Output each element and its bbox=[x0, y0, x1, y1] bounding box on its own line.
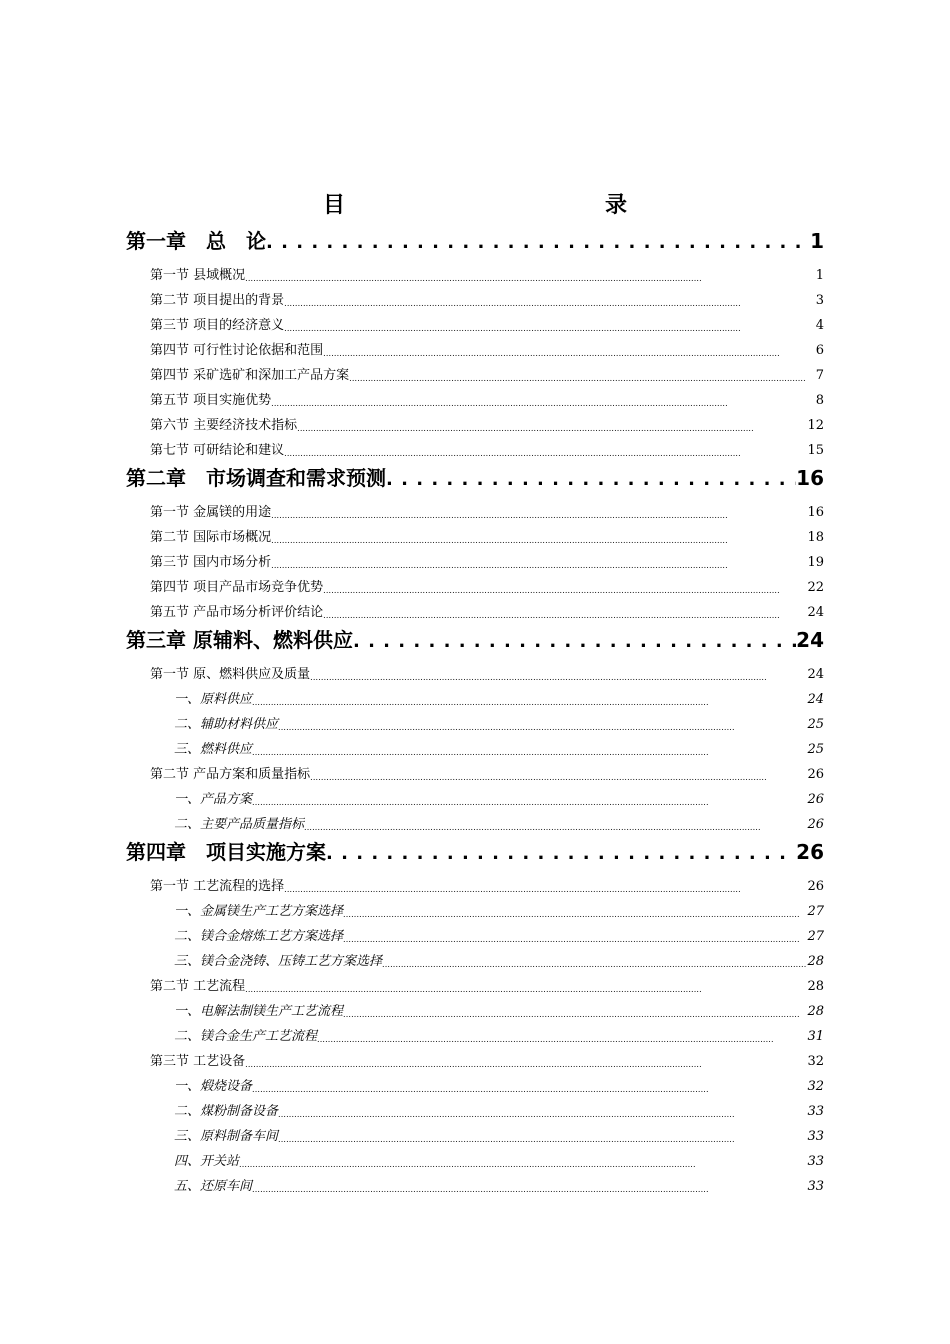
dot-leader bbox=[323, 345, 816, 363]
toc-entry-label: 第六节 主要经济技术指标 bbox=[150, 418, 298, 433]
toc-entry-section[interactable] bbox=[126, 1049, 824, 1074]
dot-leader bbox=[353, 629, 796, 655]
toc-entry-page-number: 4 bbox=[815, 318, 824, 333]
toc-entry-label: 第五节 产品市场分析评价结论 bbox=[150, 605, 324, 620]
dot-leader bbox=[271, 395, 816, 413]
dot-leader bbox=[252, 1081, 807, 1099]
dot-leader bbox=[252, 744, 807, 762]
toc-entry-section[interactable] bbox=[126, 500, 824, 525]
dot-leader bbox=[271, 532, 807, 550]
dot-leader bbox=[343, 1006, 807, 1024]
toc-entry-label: 第四节 可行性讨论依据和范围 bbox=[150, 343, 324, 358]
dot-leader bbox=[278, 719, 807, 737]
dot-leader bbox=[304, 819, 807, 837]
dot-leader bbox=[284, 320, 816, 338]
toc-entry-page-number: 33 bbox=[807, 1104, 824, 1119]
dot-leader bbox=[317, 1031, 807, 1049]
toc-entry-page-number: 26 bbox=[807, 817, 824, 832]
toc-entry-label: 一、产品方案 bbox=[174, 792, 253, 807]
toc-entry-section[interactable] bbox=[126, 263, 824, 288]
dot-leader bbox=[239, 1156, 807, 1174]
toc-entry-page-number: 8 bbox=[815, 393, 824, 408]
toc-entry-page-number: 24 bbox=[807, 667, 824, 682]
toc-entry-section[interactable] bbox=[126, 413, 824, 438]
toc-entry-section[interactable] bbox=[126, 313, 824, 338]
toc-entry-page-number: 24 bbox=[796, 628, 824, 652]
dot-leader bbox=[284, 295, 816, 313]
toc-entry-page-number: 28 bbox=[807, 1004, 824, 1019]
toc-entry-page-number: 24 bbox=[807, 605, 824, 620]
dot-leader bbox=[278, 1106, 807, 1124]
dot-leader bbox=[252, 1181, 807, 1199]
toc-entry-section[interactable] bbox=[126, 525, 824, 550]
toc-entry-page-number: 26 bbox=[807, 767, 824, 782]
toc-entry-sub[interactable] bbox=[126, 999, 824, 1024]
dot-leader bbox=[323, 582, 807, 600]
toc-entry-page-number: 33 bbox=[807, 1154, 824, 1169]
toc-entry-page-number: 27 bbox=[807, 929, 824, 944]
toc-entry-page-number: 12 bbox=[807, 418, 824, 433]
toc-entry-sub[interactable] bbox=[126, 1174, 824, 1199]
toc-entry-label: 第二节 国际市场概况 bbox=[150, 530, 272, 545]
toc-entry-label: 第四章 项目实施方案 bbox=[126, 840, 326, 864]
toc-entry-label: 二、镁合金生产工艺流程 bbox=[174, 1029, 318, 1044]
toc-entry-label: 第一节 金属镁的用途 bbox=[150, 505, 272, 520]
toc-entry-sub[interactable] bbox=[126, 1124, 824, 1149]
toc-entry-section[interactable] bbox=[126, 575, 824, 600]
toc-entry-label: 第二章 市场调查和需求预测 bbox=[126, 466, 386, 490]
table-of-contents bbox=[126, 226, 824, 1199]
toc-entry-section[interactable] bbox=[126, 288, 824, 313]
toc-entry-label: 一、煅烧设备 bbox=[174, 1079, 253, 1094]
toc-entry-label: 第一节 工艺流程的选择 bbox=[150, 879, 285, 894]
toc-entry-sub[interactable] bbox=[126, 687, 824, 712]
dot-leader bbox=[252, 694, 807, 712]
toc-entry-label: 第一节 县域概况 bbox=[150, 268, 246, 283]
toc-entry-label: 第三章 原辅料、燃料供应 bbox=[126, 628, 353, 652]
toc-entry-section[interactable] bbox=[126, 874, 824, 899]
toc-entry-label: 第一节 原、燃料供应及质量 bbox=[150, 667, 311, 682]
toc-entry-page-number: 32 bbox=[807, 1054, 824, 1069]
toc-entry-page-number: 33 bbox=[807, 1129, 824, 1144]
dot-leader bbox=[349, 370, 816, 388]
toc-entry-page-number: 15 bbox=[807, 443, 824, 458]
toc-entry-label: 第三节 工艺设备 bbox=[150, 1054, 246, 1069]
toc-entry-page-number: 7 bbox=[815, 368, 824, 383]
toc-entry-sub[interactable] bbox=[126, 712, 824, 737]
toc-entry-sub[interactable] bbox=[126, 1024, 824, 1049]
toc-entry-page-number: 1 bbox=[815, 268, 824, 283]
dot-leader bbox=[310, 769, 807, 787]
toc-entry-page-number: 26 bbox=[807, 879, 824, 894]
toc-entry-page-number: 22 bbox=[807, 580, 824, 595]
toc-entry-sub[interactable] bbox=[126, 1074, 824, 1099]
toc-entry-page-number: 28 bbox=[807, 954, 824, 969]
toc-entry-page-number: 26 bbox=[807, 792, 824, 807]
toc-entry-section[interactable] bbox=[126, 438, 824, 463]
dot-leader bbox=[271, 507, 807, 525]
toc-entry-label: 二、煤粉制备设备 bbox=[174, 1104, 279, 1119]
toc-entry-section[interactable] bbox=[126, 974, 824, 999]
toc-entry-page-number: 28 bbox=[807, 979, 824, 994]
toc-entry-label: 四、开关站 bbox=[174, 1154, 240, 1169]
dot-leader bbox=[252, 794, 807, 812]
toc-entry-label: 第三节 国内市场分析 bbox=[150, 555, 272, 570]
toc-entry-label: 二、主要产品质量指标 bbox=[174, 817, 305, 832]
toc-entry-label: 三、燃料供应 bbox=[174, 742, 253, 757]
toc-entry-page-number: 6 bbox=[815, 343, 824, 358]
toc-entry-page-number: 3 bbox=[815, 293, 824, 308]
toc-entry-label: 第五节 项目实施优势 bbox=[150, 393, 272, 408]
toc-entry-section[interactable] bbox=[126, 662, 824, 687]
toc-entry-section[interactable] bbox=[126, 550, 824, 575]
toc-entry-label: 第七节 可研结论和建议 bbox=[150, 443, 285, 458]
toc-entry-page-number: 25 bbox=[807, 717, 824, 732]
toc-entry-chapter[interactable] bbox=[126, 625, 824, 655]
toc-entry-sub[interactable] bbox=[126, 899, 824, 924]
toc-entry-sub[interactable] bbox=[126, 1149, 824, 1174]
toc-entry-page-number: 33 bbox=[807, 1179, 824, 1194]
toc-entry-sub[interactable] bbox=[126, 924, 824, 949]
toc-entry-label: 一、电解法制镁生产工艺流程 bbox=[174, 1004, 344, 1019]
toc-entry-section[interactable] bbox=[126, 388, 824, 413]
dot-leader bbox=[245, 1056, 807, 1074]
toc-entry-page-number: 26 bbox=[796, 840, 824, 864]
toc-entry-label: 第四节 项目产品市场竞争优势 bbox=[150, 580, 324, 595]
toc-entry-section[interactable] bbox=[126, 363, 824, 388]
dot-leader bbox=[386, 467, 796, 493]
toc-entry-label: 第二节 工艺流程 bbox=[150, 979, 246, 994]
toc-entry-section[interactable] bbox=[126, 762, 824, 787]
toc-entry-sub[interactable] bbox=[126, 737, 824, 762]
toc-entry-page-number: 27 bbox=[807, 904, 824, 919]
toc-entry-chapter[interactable] bbox=[126, 837, 824, 867]
dot-leader bbox=[278, 1131, 807, 1149]
toc-entry-label: 一、金属镁生产工艺方案选择 bbox=[174, 904, 344, 919]
toc-entry-page-number: 25 bbox=[807, 742, 824, 757]
toc-entry-page-number: 1 bbox=[810, 229, 824, 253]
dot-leader bbox=[245, 270, 816, 288]
toc-entry-page-number: 16 bbox=[807, 505, 824, 520]
dot-leader bbox=[284, 881, 807, 899]
toc-entry-page-number: 24 bbox=[807, 692, 824, 707]
toc-entry-label: 第四节 采矿选矿和深加工产品方案 bbox=[150, 368, 350, 383]
toc-entry-label: 二、辅助材料供应 bbox=[174, 717, 279, 732]
dot-leader bbox=[266, 230, 810, 256]
toc-entry-label: 一、原料供应 bbox=[174, 692, 253, 707]
toc-entry-label: 三、镁合金浇铸、压铸工艺方案选择 bbox=[174, 954, 383, 969]
toc-entry-sub[interactable] bbox=[126, 812, 824, 837]
toc-entry-sub[interactable] bbox=[126, 1099, 824, 1124]
toc-entry-page-number: 32 bbox=[807, 1079, 824, 1094]
toc-entry-page-number: 19 bbox=[807, 555, 824, 570]
toc-entry-sub[interactable] bbox=[126, 949, 824, 974]
dot-leader bbox=[323, 607, 807, 625]
toc-entry-label: 第一章 总 论 bbox=[126, 229, 266, 253]
toc-title: 目 录 bbox=[322, 193, 699, 218]
dot-leader bbox=[310, 669, 807, 687]
dot-leader bbox=[271, 557, 807, 575]
toc-entry-label: 二、镁合金熔炼工艺方案选择 bbox=[174, 929, 344, 944]
toc-entry-label: 三、原料制备车间 bbox=[174, 1129, 279, 1144]
toc-entry-label: 第二节 项目提出的背景 bbox=[150, 293, 285, 308]
toc-entry-page-number: 16 bbox=[796, 466, 824, 490]
toc-entry-section[interactable] bbox=[126, 600, 824, 625]
toc-entry-section[interactable] bbox=[126, 338, 824, 363]
dot-leader bbox=[382, 956, 807, 974]
dot-leader bbox=[343, 906, 807, 924]
dot-leader bbox=[297, 420, 807, 438]
dot-leader bbox=[245, 981, 807, 999]
toc-entry-label: 第三节 项目的经济意义 bbox=[150, 318, 285, 333]
toc-entry-label: 第二节 产品方案和质量指标 bbox=[150, 767, 311, 782]
dot-leader bbox=[326, 841, 796, 867]
toc-entry-page-number: 18 bbox=[807, 530, 824, 545]
toc-entry-chapter[interactable] bbox=[126, 226, 824, 256]
toc-entry-chapter[interactable] bbox=[126, 463, 824, 493]
toc-entry-sub[interactable] bbox=[126, 787, 824, 812]
dot-leader bbox=[284, 445, 807, 463]
toc-entry-label: 五、还原车间 bbox=[174, 1179, 253, 1194]
dot-leader bbox=[343, 931, 807, 949]
toc-entry-page-number: 31 bbox=[807, 1029, 824, 1044]
